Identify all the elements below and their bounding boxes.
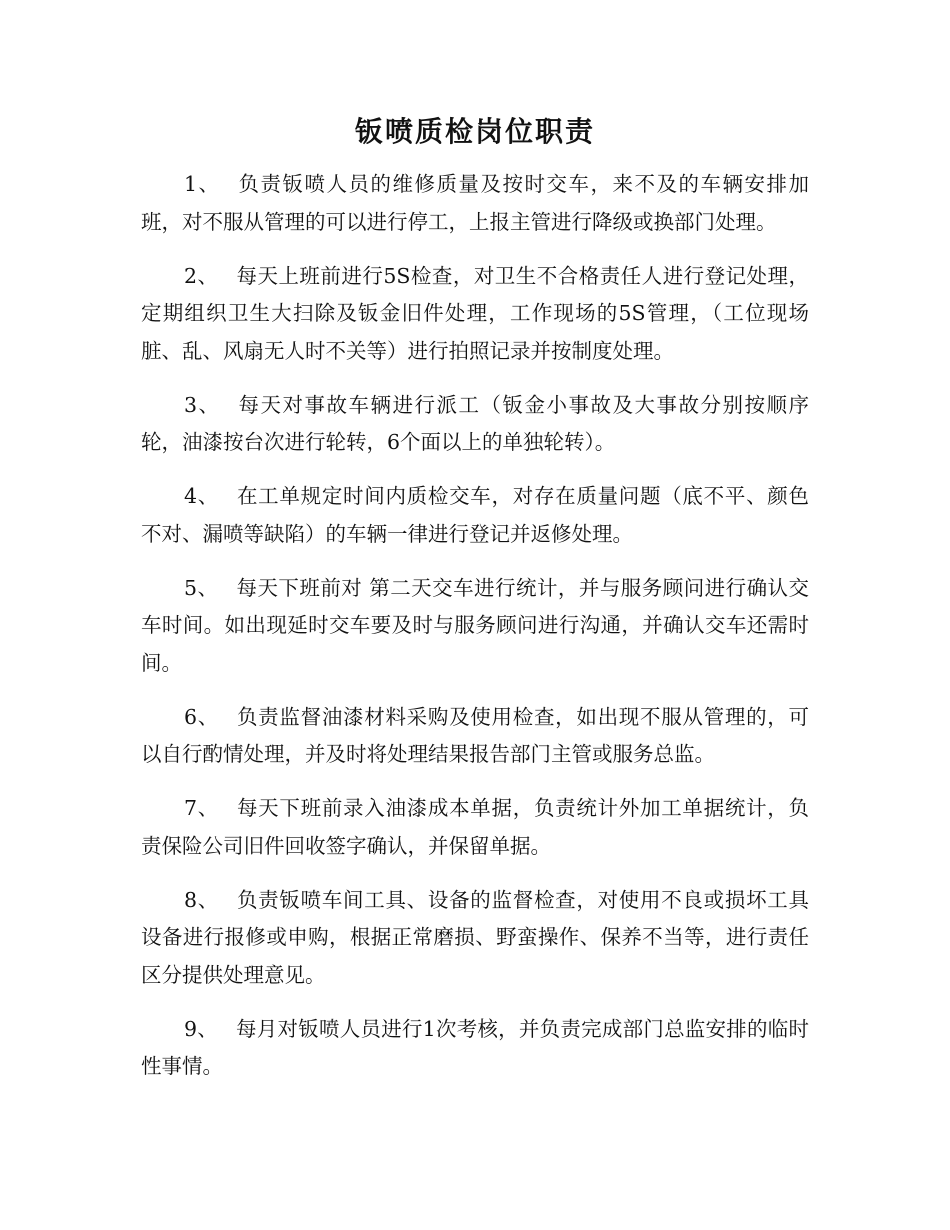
item-text: 负责钣喷人员的维修质量及按时交车，来不及的车辆安排加班，对不服从管理的可以进行停工，上报主管进行降级或换部门处理。 [141,172,810,234]
duty-item-4 [141,478,809,553]
item-text: 每天下班前对 第二天交车进行统计，并与服务顾问进行确认交车时间。如出现延时交车要及时与服务顾问进行沟通，并确认交车还需时间。 [141,575,810,675]
item-number: 7、 [184,796,219,820]
item-number: 2、 [184,263,219,288]
duty-item-3 [141,387,809,462]
duty-item-6 [141,699,809,774]
duty-item-5 [141,570,809,683]
document-title: 钣喷质检岗位职责 [354,115,595,148]
duty-item-9 [141,1011,809,1086]
item-text: 负责钣喷车间工具、设备的监督检查，对使用不良或损坏工具设备进行报修或申购，根据正常磨损、野蛮操作、保养不当等，进行责任区分提供处理意见。 [141,887,809,987]
item-number: 9、 [184,1016,219,1041]
item-text: 每天对事故车辆进行派工（钣金小事故及大事故分别按顺序轮，油漆按台次进行轮转，6个面以上的单独轮转）。 [141,392,810,454]
item-text: 负责监督油漆材料采购及使用检查，如出现不服从管理的，可以自行酌情处理，并及时将处理结果报告部门主管或服务总监。 [141,704,809,766]
document-body [141,166,809,1102]
item-number: 3、 [184,392,221,417]
duty-item-8 [141,882,809,995]
item-number: 8、 [184,887,219,912]
duty-item-1 [141,166,809,241]
item-text: 每天下班前录入油漆成本单据，负责统计外加工单据统计，负责保险公司旧件回收签字确认，并保留单据。 [141,796,809,858]
item-number: 4、 [184,484,219,508]
item-text: 每月对钣喷人员进行1次考核，并负责完成部门总监安排的临时性事情。 [141,1016,810,1078]
item-number: 1、 [184,172,221,196]
duty-item-7 [141,790,809,865]
item-text: 在工单规定时间内质检交车，对存在质量问题（底不平、颜色不对、漏喷等缺陷）的车辆一律进行登记并返修处理。 [141,484,809,546]
item-number: 5、 [184,575,219,600]
item-text: 每天上班前进行5S检查，对卫生不合格责任人进行登记处理，定期组织卫生大扫除及钣金旧件处理，工作现场的5S管理，（工位现场脏、乱、风扇无人时不关等）进行拍照记录并按制度处理。 [141,263,809,363]
duty-item-2 [141,258,809,371]
item-number: 6、 [184,704,219,729]
